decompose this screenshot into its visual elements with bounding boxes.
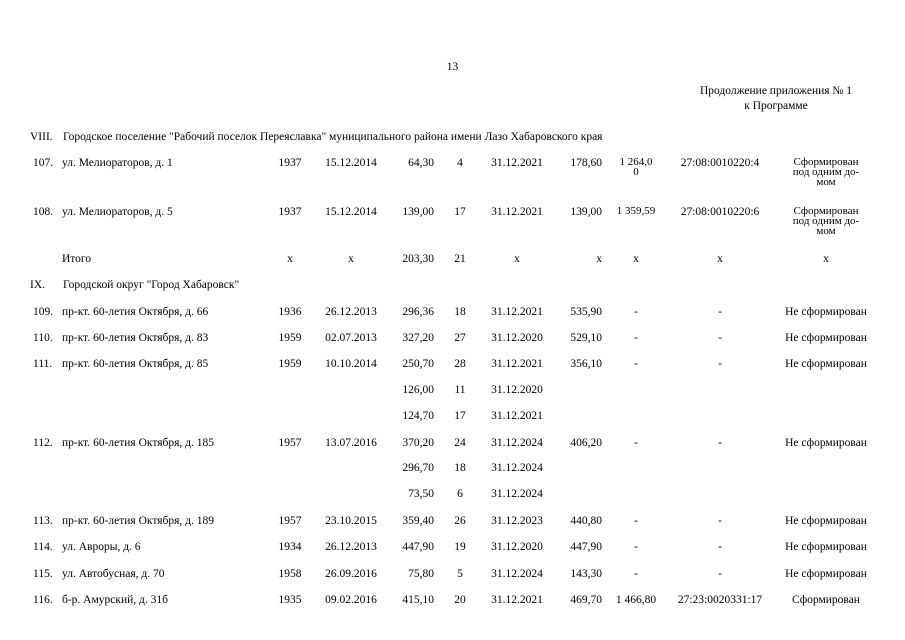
build-year: 1957	[278, 437, 302, 449]
date-recognized: 26.12.2013	[325, 541, 377, 553]
address: ул. Мелиораторов, д. 1	[62, 157, 173, 169]
row-number: 111.	[33, 358, 53, 370]
residents: 28	[454, 358, 466, 370]
area: 250,70	[402, 358, 434, 370]
section-heading-viii	[30, 131, 602, 143]
table-row	[0, 332, 905, 348]
date-recognized: 10.10.2014	[325, 358, 377, 370]
total-area: 356,10	[570, 358, 602, 370]
total-label: Итого	[62, 253, 92, 265]
row-number: 113.	[33, 515, 53, 527]
build-year: 1935	[278, 594, 302, 606]
land-area: 1 466,80	[615, 594, 657, 606]
status: Не сформирован	[785, 515, 867, 527]
residents: 18	[454, 462, 466, 474]
section-title: Городской округ "Город Хабаровск"	[63, 279, 240, 291]
total-area: 469,70	[570, 594, 602, 606]
date-recognized: 09.02.2016	[325, 594, 377, 606]
status-line-2: под одним до-	[792, 215, 860, 227]
status: Не сформирован	[785, 541, 867, 553]
date-recognized: 15.12.2014	[325, 206, 377, 218]
date-recognized: 23.10.2015	[325, 515, 377, 527]
address: пр-кт. 60-летия Октября, д. 83	[62, 332, 209, 344]
build-year: 1937	[278, 206, 302, 218]
land-area: -	[634, 568, 638, 580]
residents: 24	[454, 437, 466, 449]
total-area: 178,60	[570, 157, 602, 169]
table-row	[0, 205, 905, 237]
cadastral-number: -	[718, 358, 722, 370]
table-row	[0, 594, 905, 610]
cadastral-number: -	[718, 541, 722, 553]
residents: 18	[454, 306, 466, 318]
land-area: -	[634, 437, 638, 449]
land-area-line-1: 1 359,59	[616, 205, 656, 217]
planned-date: 31.12.2021	[491, 206, 543, 218]
table-row	[0, 568, 905, 584]
section-number: VIII.	[30, 131, 53, 143]
residents: 27	[454, 332, 466, 344]
row-number: 108.	[33, 206, 54, 218]
status: Не сформирован	[785, 306, 867, 318]
planned-date: 31.12.2021	[491, 306, 543, 318]
total-area: x	[596, 253, 602, 265]
planned-date: 31.12.2024	[491, 437, 543, 449]
table-row	[0, 306, 905, 322]
planned-date: 31.12.2021	[491, 358, 543, 370]
status-line-3: мом	[816, 225, 836, 237]
area: 139,00	[402, 206, 434, 218]
residents: 6	[457, 488, 463, 500]
cadastral-number: -	[718, 332, 722, 344]
cadastral-number: x	[717, 253, 723, 265]
build-year: 1959	[278, 358, 302, 370]
land-area-line-2: 0	[633, 166, 639, 178]
total-area: 529,10	[570, 332, 602, 344]
status: Сформирован	[792, 594, 860, 606]
status: Не сформирован	[785, 332, 867, 344]
residents: 21	[454, 253, 466, 265]
land-area: -	[634, 515, 638, 527]
planned-date: x	[514, 253, 520, 265]
total-area: 535,90	[570, 306, 602, 318]
land-area	[606, 157, 666, 177]
table-row	[0, 358, 905, 374]
area: 203,30	[402, 253, 434, 265]
table-row	[0, 541, 905, 557]
address: ул. Автобусная, д. 70	[62, 568, 165, 580]
residents: 17	[454, 206, 466, 218]
residents: 11	[454, 384, 466, 396]
address: б-р. Амурский, д. 31б	[62, 594, 168, 606]
row-number: 115.	[33, 568, 53, 580]
area: 126,00	[402, 384, 434, 396]
address: пр-кт. 60-летия Октября, д. 66	[62, 306, 209, 318]
table-row	[0, 515, 905, 531]
land-area: -	[634, 358, 638, 370]
status	[776, 206, 876, 236]
status-line-1: Сформирован	[793, 156, 859, 168]
build-year: 1936	[278, 306, 302, 318]
status: Не сформирован	[785, 437, 867, 449]
area: 296,36	[402, 306, 434, 318]
row-number: 112.	[33, 437, 53, 449]
planned-date: 31.12.2021	[491, 410, 543, 422]
status: Не сформирован	[785, 568, 867, 580]
area: 64,30	[408, 157, 434, 169]
table-row	[0, 488, 905, 504]
planned-date: 31.12.2021	[491, 157, 543, 169]
residents: 17	[454, 410, 466, 422]
residents: 4	[457, 157, 463, 169]
build-year: 1934	[278, 541, 302, 553]
area: 75,80	[408, 568, 434, 580]
build-year: 1959	[278, 332, 302, 344]
status-line-1: Сформирован	[793, 205, 859, 217]
area: 370,20	[402, 437, 434, 449]
residents: 26	[454, 515, 466, 527]
table-row	[0, 462, 905, 478]
total-row	[0, 253, 905, 269]
planned-date: 31.12.2020	[491, 332, 543, 344]
land-area: -	[634, 306, 638, 318]
page-number: 13	[446, 61, 459, 73]
cadastral-number: -	[718, 515, 722, 527]
date-recognized: 13.07.2016	[325, 437, 377, 449]
address: ул. Авроры, д. 6	[62, 541, 141, 553]
cadastral-number: -	[718, 437, 722, 449]
total-area: 440,80	[570, 515, 602, 527]
cadastral-number: 27:23:0020331:17	[677, 594, 763, 606]
area: 359,40	[402, 515, 434, 527]
build-year: 1958	[278, 568, 302, 580]
cadastral-number: -	[718, 306, 722, 318]
section-number: IX.	[30, 279, 46, 291]
total-area: 143,30	[570, 568, 602, 580]
area: 447,90	[402, 541, 434, 553]
address: ул. Мелиораторов, д. 5	[62, 206, 173, 218]
build-year: 1937	[278, 157, 302, 169]
status-line-3: мом	[816, 176, 836, 188]
status: x	[823, 253, 829, 265]
planned-date: 31.12.2024	[491, 462, 543, 474]
total-area: 139,00	[570, 206, 602, 218]
residents: 19	[454, 541, 466, 553]
total-area: 447,90	[570, 541, 602, 553]
land-area: -	[634, 541, 638, 553]
planned-date: 31.12.2024	[491, 568, 543, 580]
table-row	[0, 156, 905, 188]
row-number: 110.	[33, 332, 53, 344]
planned-date: 31.12.2024	[491, 488, 543, 500]
cadastral-number: 27:08:0010220:4	[680, 157, 760, 169]
cadastral-number: 27:08:0010220:6	[680, 206, 760, 218]
row-number: 116.	[33, 594, 53, 606]
appendix-line-1: Продолжение приложения № 1	[699, 85, 853, 97]
date-recognized: 26.09.2016	[325, 568, 377, 580]
table-row	[0, 437, 905, 453]
table-row	[0, 410, 905, 426]
total-area: 406,20	[570, 437, 602, 449]
residents: 20	[454, 594, 466, 606]
date-recognized: 26.12.2013	[325, 306, 377, 318]
section-heading-ix	[30, 279, 239, 291]
table-row	[0, 384, 905, 400]
row-number: 107.	[33, 157, 54, 169]
date-recognized: 02.07.2013	[325, 332, 377, 344]
area: 124,70	[402, 410, 434, 422]
land-area-line-1: 1 264,0	[619, 156, 653, 168]
address: пр-кт. 60-летия Октября, д. 189	[62, 515, 214, 527]
address: пр-кт. 60-летия Октября, д. 185	[62, 437, 214, 449]
address: пр-кт. 60-летия Октября, д. 85	[62, 358, 209, 370]
date-recognized: 15.12.2014	[325, 157, 377, 169]
land-area: x	[633, 253, 639, 265]
planned-date: 31.12.2020	[491, 541, 543, 553]
residents: 5	[457, 568, 463, 580]
status-line-2: под одним до-	[792, 166, 860, 178]
status	[776, 157, 876, 187]
area: 327,20	[402, 332, 434, 344]
area: 296,70	[402, 462, 434, 474]
land-area	[606, 206, 666, 216]
area: 73,50	[408, 488, 434, 500]
planned-date: 31.12.2021	[491, 594, 543, 606]
planned-date: 31.12.2023	[491, 515, 543, 527]
status: Не сформирован	[785, 358, 867, 370]
planned-date: 31.12.2020	[491, 384, 543, 396]
appendix-line-2: к Программе	[744, 100, 808, 112]
date-recognized: x	[348, 253, 354, 265]
cadastral-number: -	[718, 568, 722, 580]
build-year: x	[287, 253, 293, 265]
section-title: Городское поселение "Рабочий поселок Переяславка" муниципального района имени Лазо Хабаровского края	[63, 131, 603, 143]
area: 415,10	[402, 594, 434, 606]
row-number: 109.	[33, 306, 54, 318]
build-year: 1957	[278, 515, 302, 527]
land-area: -	[634, 332, 638, 344]
row-number: 114.	[33, 541, 53, 553]
